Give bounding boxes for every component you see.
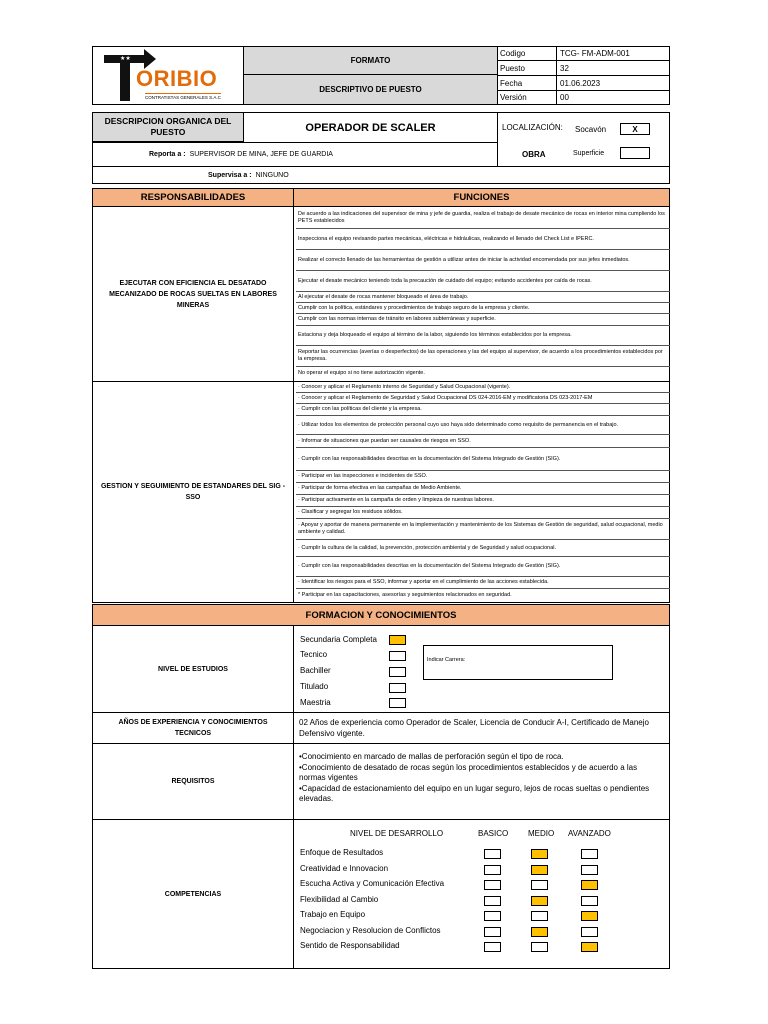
function-item: · Cumplir con las responsabilidades descritas en la documentación del Sistema Integrado de Gestión (SIG). bbox=[296, 557, 670, 577]
meta-value: 00 bbox=[556, 90, 670, 105]
function-item: · Cumplir con las responsabilidades descritas en la documentación del Sistema Integrado de Gestión (SIG). bbox=[296, 448, 670, 471]
superficie-label: Superficie bbox=[573, 150, 605, 157]
function-item: Inspecciona el equipo revisando partes mecánicas, eléctricas e hidráulicas, realizando el llenado del Check List e IPERC. bbox=[296, 229, 670, 250]
competencia-checkbox[interactable] bbox=[531, 849, 548, 859]
logo-text: ORIBIO bbox=[136, 66, 218, 91]
competencia-checkbox[interactable] bbox=[581, 911, 598, 921]
function-item: · Cumplir con las políticas del cliente y la empresa. bbox=[296, 404, 670, 416]
meta-label: Codigo bbox=[497, 46, 557, 61]
supervisa-label: Supervisa a : bbox=[208, 171, 252, 179]
competencias-label: COMPETENCIAS bbox=[92, 819, 294, 969]
function-item: Estaciona y deja bloqueado el equipo al término de la labor, siguiendo los términos establecidos por la empresa. bbox=[296, 326, 670, 346]
localizacion-label: LOCALIZACIÓN: bbox=[502, 123, 563, 132]
supervisa-row bbox=[92, 166, 670, 184]
requisito-item: •Conocimiento en marcado de mallas de perforación según el tipo de roca. bbox=[299, 752, 564, 761]
meta-value: 32 bbox=[556, 60, 670, 76]
competencia-checkbox[interactable] bbox=[484, 865, 501, 875]
experiencia-value: 02 Años de experiencia como Operador de Scaler, Licencia de Conducir A-I, Certificado de Manejo Defensivo vigente. bbox=[293, 712, 670, 744]
estudio-checkbox[interactable] bbox=[389, 698, 406, 708]
competencia-name: Flexibilidad al Cambio bbox=[300, 894, 379, 904]
competencia-checkbox[interactable] bbox=[484, 896, 501, 906]
competencia-checkbox[interactable] bbox=[484, 880, 501, 890]
function-item: Reportar las ocurrencias (averías o desperfectos) de las operaciones y las del equipo al supervisor, de acuerdo a los procedimientos establecidos por la empresa. bbox=[296, 346, 670, 367]
function-item: · Participar en las inspecciones e incidentes de SSO. bbox=[296, 471, 670, 483]
estudio-checkbox[interactable] bbox=[389, 667, 406, 677]
requisito-item: •Capacidad de estacionamiento del equipo en un lugar seguro, lejos de rocas sueltas o pendientes elevadas. bbox=[299, 783, 650, 803]
function-item: Ejecutar el desate mecánico teniendo toda la precaución de cuidado del equipo; evitando accidentes por caída de rocas. bbox=[296, 271, 670, 292]
competencia-checkbox[interactable] bbox=[531, 942, 548, 952]
estudio-option: Titulado bbox=[300, 682, 329, 691]
experiencia-label: AÑOS DE EXPERIENCIA Y CONOCIMIENTOS TECNICOS bbox=[92, 712, 294, 744]
competencia-name: Creatividad e Innovacion bbox=[300, 863, 389, 873]
function-item: · Identificar los riesgos para el SSO, informar y aportar en el cumplimiento de las acciones establecida. bbox=[296, 577, 670, 589]
reporta-value: SUPERVISOR DE MINA, JEFE DE GUARDIA bbox=[189, 151, 333, 158]
competencia-checkbox[interactable] bbox=[581, 849, 598, 859]
function-item: · Cumplir la cultura de la calidad, la prevención, protección ambiental y de Seguridad y salud ocupacional. bbox=[296, 540, 670, 557]
function-item: · Conocer y aplicar el Reglamento de Seguridad y Salud Ocupacional DS 024-2016-EM y modificatoria DS 023-2017-EM bbox=[296, 393, 670, 404]
reporta-label: Reporta a : bbox=[149, 151, 186, 158]
function-item: · Clasificar y segregar los residuos sólidos. bbox=[296, 507, 670, 519]
meta-label: Puesto bbox=[497, 60, 557, 76]
meta-value: TCG- FM-ADM-001 bbox=[556, 46, 670, 61]
level-medio: MEDIO bbox=[528, 829, 555, 838]
competencia-name: Trabajo en Equipo bbox=[300, 910, 366, 919]
competencia-checkbox[interactable] bbox=[581, 896, 598, 906]
obra-label: OBRA bbox=[522, 150, 546, 159]
estudio-option: Maestria bbox=[300, 698, 331, 707]
function-item: · Conocer y aplicar el Reglamento interno de Seguridad y Salud Ocupacional (vigente). bbox=[296, 382, 670, 393]
function-item: · Participar activamente en la campaña de orden y limpieza de nuestras labores. bbox=[296, 495, 670, 507]
competencia-checkbox[interactable] bbox=[581, 942, 598, 952]
competencia-name: Enfoque de Resultados bbox=[300, 848, 384, 857]
estudio-checkbox[interactable] bbox=[389, 683, 406, 693]
competencia-checkbox[interactable] bbox=[531, 865, 548, 875]
function-item: · Participar de forma efectiva en las campañas de Medio Ambiente. bbox=[296, 483, 670, 495]
resp2-label: GESTION Y SEGUIMIENTO DE ESTANDARES DEL SIG - SSO bbox=[92, 381, 294, 603]
socavon-checkbox[interactable]: X bbox=[620, 123, 650, 135]
funciones-header: FUNCIONES bbox=[293, 188, 670, 207]
meta-label: Fecha bbox=[497, 75, 557, 91]
svg-text:★★: ★★ bbox=[120, 55, 131, 62]
function-item: Cumplir con la política, estándares y procedimientos de trabajo seguro de la empresa y cliente. bbox=[296, 303, 670, 314]
function-item: No operar el equipo si no tiene autorización vigente. bbox=[298, 370, 425, 376]
org-title: DESCRIPCION ORGANICA DEL PUESTO bbox=[92, 112, 244, 142]
competencia-checkbox[interactable] bbox=[484, 927, 501, 937]
position-title: OPERADOR DE SCALER bbox=[243, 112, 498, 143]
competencia-checkbox[interactable] bbox=[531, 880, 548, 890]
meta-value: 01.06.2023 bbox=[556, 75, 670, 91]
estudio-checkbox[interactable] bbox=[389, 635, 406, 645]
competencia-checkbox[interactable] bbox=[531, 927, 548, 937]
function-item: · Apoyar y aportar de manera permanente en la implementación y mantenimiento de los Sistemas de Gestión de seguridad, salud ocupacional, medio ambiente y calidad. bbox=[296, 519, 670, 540]
function-item: * Participar en las capacitaciones, asesorías y seguimientos relacionados en seguridad. bbox=[298, 591, 512, 598]
competencia-checkbox[interactable] bbox=[484, 849, 501, 859]
superficie-checkbox[interactable] bbox=[620, 147, 650, 159]
nivel-desarrollo-header: NIVEL DE DESARROLLO bbox=[350, 829, 444, 838]
function-item: Realizar el correcto llenado de las herramientas de gestión a utilizar antes de iniciar la actividad encomendada por sus jefes inmediatos. bbox=[296, 250, 670, 271]
estudio-option: Bachiller bbox=[300, 666, 331, 675]
estudio-option: Tecnico bbox=[300, 650, 328, 659]
competencia-checkbox[interactable] bbox=[531, 896, 548, 906]
supervisa-value: NINGUNO bbox=[255, 171, 289, 179]
function-item: Cumplir con las normas internas de tránsito en labores subterráneas y superficie. bbox=[296, 314, 670, 326]
estudio-checkbox[interactable] bbox=[389, 651, 406, 661]
competencia-name: Sentido de Responsabilidad bbox=[300, 941, 400, 950]
competencia-name: Negociacion y Resolucion de Conflictos bbox=[300, 925, 441, 935]
competencia-checkbox[interactable] bbox=[581, 880, 598, 890]
competencia-checkbox[interactable] bbox=[484, 942, 501, 952]
function-item: Al ejecutar el desate de rocas mantener bloqueado el área de trabajo. bbox=[296, 292, 670, 303]
competencia-checkbox[interactable] bbox=[581, 927, 598, 937]
descriptivo-title: DESCRIPTIVO DE PUESTO bbox=[243, 74, 498, 105]
competencia-checkbox[interactable] bbox=[581, 865, 598, 875]
requisitos-cell bbox=[293, 743, 670, 820]
carrera-label: Indicar Carrera: bbox=[427, 657, 466, 663]
responsabilidades-header: RESPONSABILIDADES bbox=[92, 188, 294, 207]
socavon-label: Socavón bbox=[575, 125, 607, 134]
function-item: · Utilizar todos los elementos de protección personal cuyo uso haya sido determinado como requisito de permanencia en el trabajo. bbox=[296, 416, 670, 435]
meta-label: Versión bbox=[497, 90, 557, 105]
estudio-option: Secundaria Completa bbox=[300, 635, 377, 644]
competencia-name: Escucha Activa y Comunicación Efectiva bbox=[300, 879, 445, 888]
reporta-row bbox=[92, 142, 498, 167]
requisito-item: •Conocimiento de desatado de rocas según los procedimientos establecidos y de acuerdo a las normas vigentes bbox=[299, 762, 638, 782]
competencia-checkbox[interactable] bbox=[531, 911, 548, 921]
carrera-input[interactable] bbox=[423, 645, 613, 680]
estudios-label: NIVEL DE ESTUDIOS bbox=[92, 625, 294, 713]
formato-title: FORMATO bbox=[243, 46, 498, 75]
resp1-label: EJECUTAR CON EFICIENCIA EL DESATADO MECANIZADO DE ROCAS SUELTAS EN LABORES MINERAS bbox=[92, 206, 294, 382]
function-item: De acuerdo a las indicaciones del supervisor de mina y jefe de guardia, realiza el trabajo de desate mecánico de rocas en interior mina cumpliendo los PETS establecidos bbox=[296, 208, 670, 229]
level-avanzado: AVANZADO bbox=[568, 829, 611, 838]
function-item: · Informar de situaciones que puedan ser causales de riesgos en SSO. bbox=[296, 435, 670, 448]
requisitos-label: REQUISITOS bbox=[92, 743, 294, 820]
level-basico: BASICO bbox=[478, 829, 509, 838]
competencia-checkbox[interactable] bbox=[484, 911, 501, 921]
logo-subtitle: CONTRATISTAS GENERALES S.A.C bbox=[145, 95, 221, 100]
formacion-header: FORMACION Y CONOCIMIENTOS bbox=[92, 604, 670, 626]
